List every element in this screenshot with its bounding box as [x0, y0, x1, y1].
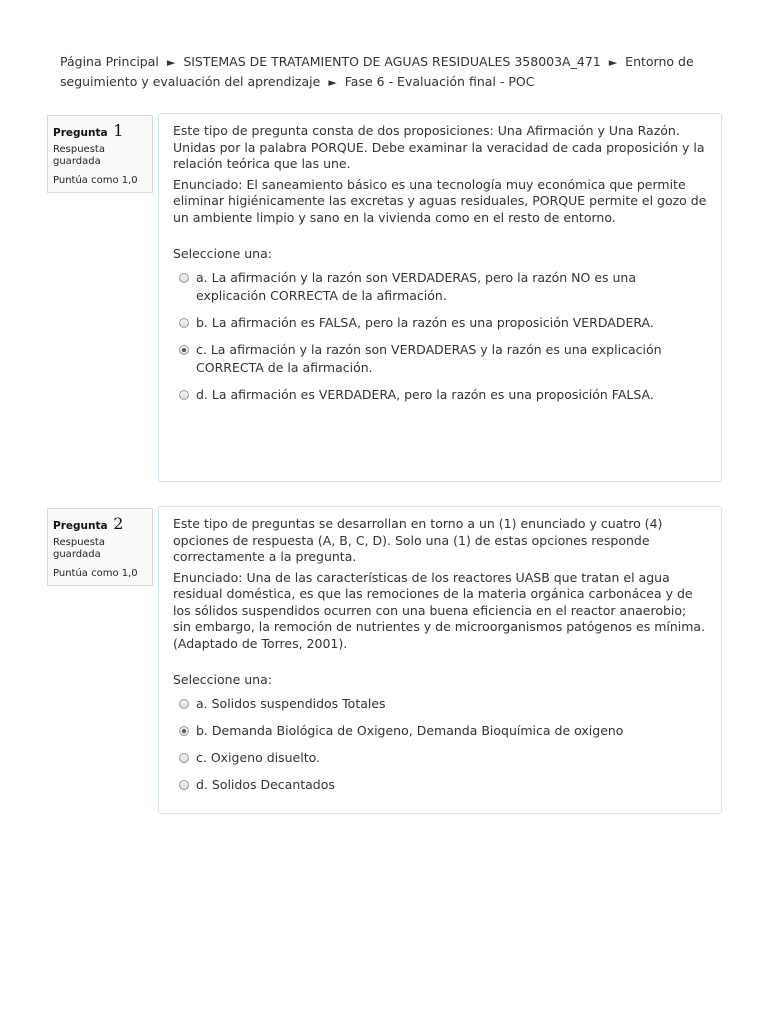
breadcrumb-home-link[interactable]: Página Principal [60, 54, 159, 69]
option-label[interactable]: a. Solidos suspendidos Totales [196, 695, 386, 711]
question-1-option-b[interactable] [179, 314, 707, 332]
question-1-option-d[interactable] [179, 386, 707, 404]
option-label[interactable]: d. La afirmación es VERDADERA, pero la razón es una proposición FALSA. [196, 386, 654, 402]
question-2-option-a[interactable] [179, 695, 707, 713]
question-1-number [53, 121, 147, 140]
question-2-option-b[interactable] [179, 722, 707, 740]
option-label[interactable]: c. La afirmación y la razón son VERDADERAS y la razón es una explicación CORRECTA de la afirmación. [196, 341, 662, 375]
question-label: Pregunta [53, 127, 108, 139]
option-label[interactable]: b. La afirmación es FALSA, pero la razón es una proposición VERDADERA. [196, 314, 654, 330]
question-1-statement: Enunciado: El saneamiento básico es una tecnología muy económica que permite eliminar higiénicamente las excretas y aguas residuales, PORQUE permite el gozo de un ambiente limpio y sano en la vivienda como en el resto de entorno. [173, 176, 707, 225]
option-label[interactable]: d. Solidos Decantados [196, 776, 335, 792]
question-1-state: Respuesta guardada [53, 144, 105, 167]
radio-button[interactable] [179, 318, 189, 328]
question-2-intro: Este tipo de preguntas se desarrollan en torno a un (1) enunciado y cuatro (4) opciones de respuesta (A, B, C, D). Solo una (1) de estas opciones responde correctamente a la pregunta. [173, 516, 663, 564]
breadcrumb-separator-icon: ► [608, 56, 618, 69]
breadcrumb-quiz-link[interactable]: Fase 6 - Evaluación final - POC [344, 74, 535, 89]
breadcrumb-separator-icon: ► [328, 76, 337, 89]
breadcrumb-course-link[interactable]: SISTEMAS DE TRATAMIENTO DE AGUAS RESIDUALES 358003A_471 [183, 54, 601, 69]
radio-button[interactable] [179, 699, 189, 709]
question-number-value: 1 [113, 121, 124, 140]
question-2-info [47, 508, 153, 586]
question-1-formulation [158, 113, 722, 482]
question-1-option-c[interactable] [179, 341, 707, 377]
radio-button-selected[interactable] [179, 726, 189, 736]
breadcrumb [60, 52, 720, 92]
question-1-prompt: Seleccione una: [173, 246, 272, 261]
question-2-formulation [158, 506, 722, 814]
question-2-option-c[interactable] [179, 749, 707, 767]
question-1-option-a[interactable] [179, 269, 707, 305]
question-2-statement: Enunciado: Una de las características de los reactores UASB que tratan el agua residual doméstica, es que las remociones de la materia orgánica carbonácea y de los sólidos suspendidos ocurren con una buena eficiencia en el reactor anaerobio; sin embargo, la remoción de nutrientes y de microorganismos patógenos es mínima. (Adaptado de Torres, 2001). [173, 569, 706, 651]
question-2-prompt: Seleccione una: [173, 672, 272, 687]
option-label[interactable]: a. La afirmación y la razón son VERDADERAS, pero la razón NO es una explicación CORRECTA de la afirmación. [196, 269, 637, 303]
breadcrumb-section-link[interactable]: Entorno de seguimiento y evaluación del aprendizaje [60, 54, 694, 89]
question-2-state: Respuesta guardada [53, 537, 105, 560]
question-1-intro: Este tipo de pregunta consta de dos proposiciones: Una Afirmación y Una Razón. Unidas por la palabra PORQUE. Debe examinar la veracidad de cada proposición y la relación teórica que las une. [173, 123, 705, 171]
radio-button[interactable] [179, 273, 189, 283]
radio-button-selected[interactable] [179, 345, 189, 355]
radio-button[interactable] [179, 780, 189, 790]
option-label[interactable]: c. Oxigeno disuelto. [196, 749, 321, 765]
option-label[interactable]: b. Demanda Biológica de Oxigeno, Demanda Bioquímica de oxigeno [196, 722, 624, 738]
radio-button[interactable] [179, 390, 189, 400]
question-1-grade: Puntúa como 1,0 [53, 175, 138, 186]
question-2-number [53, 514, 147, 533]
question-2-option-d[interactable] [179, 776, 707, 794]
question-label: Pregunta [53, 520, 108, 532]
question-1-info [47, 115, 153, 193]
question-2-grade: Puntúa como 1,0 [53, 568, 138, 579]
question-number-value: 2 [113, 514, 124, 533]
breadcrumb-separator-icon: ► [166, 56, 176, 69]
radio-button[interactable] [179, 753, 189, 763]
